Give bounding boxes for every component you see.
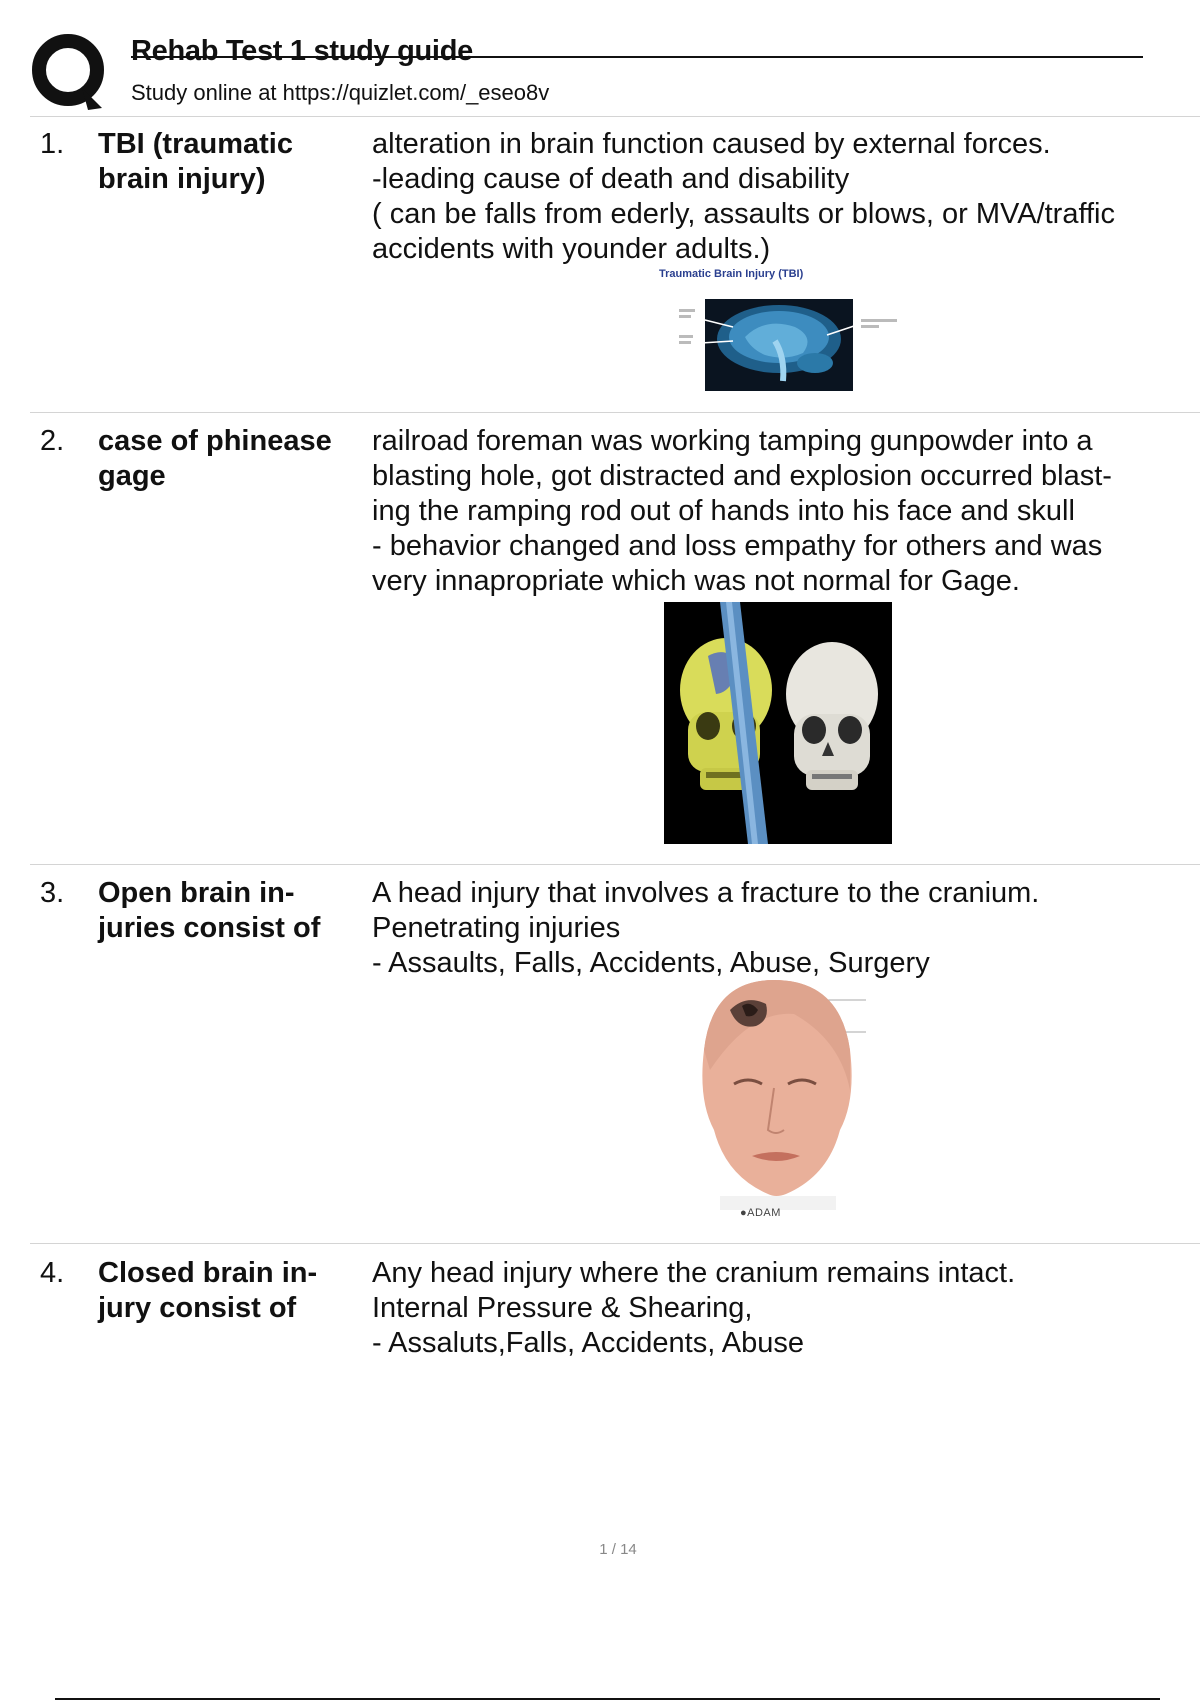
card-number: 2. <box>40 425 65 457</box>
figure-credit: ●ADAM <box>740 1207 781 1219</box>
card-definition: alteration in brain function caused by external forces. -leading cause of death and disability ( can be falls from ederly, assaults or blows, or MVA/traffic accidents with younder adults.) <box>372 128 1115 265</box>
flashcard-3 <box>0 876 1200 1243</box>
open-head-injury-figure <box>690 980 866 1210</box>
card-definition: A head injury that involves a fracture to the cranium. Penetrating injuries - Assaults, Falls, Accidents, Abuse, Surgery <box>372 877 1040 979</box>
card-term: Closed brain in- jury consist of <box>98 1257 318 1324</box>
flashcard-2 <box>0 424 1200 864</box>
card-term: Open brain in- juries consist of <box>98 877 321 944</box>
page-number: 1 / 14 <box>599 1541 637 1558</box>
card-term: TBI (traumatic brain injury) <box>98 128 293 195</box>
card-definition: Any head injury where the cranium remains intact. Internal Pressure & Shearing, - Assaluts,Falls, Accidents, Abuse <box>372 1257 1016 1359</box>
quizlet-logo-icon <box>30 32 110 112</box>
flashcard-1 <box>0 127 1200 412</box>
card-divider <box>30 864 1200 865</box>
phineas-gage-skull-figure <box>664 602 892 844</box>
card-definition: railroad foreman was working tamping gunpowder into a blasting hole, got distracted and explosion occurred blast- ing the ramping rod out of hands into his face and skull - behavior changed and loss empathy for others and was very innapropriate which was not normal for Gage. <box>372 425 1112 597</box>
study-online-link[interactable]: Study online at https://quizlet.com/_eseo8v <box>131 80 550 105</box>
header-divider <box>30 116 1200 117</box>
figure-caption: Traumatic Brain Injury (TBI) <box>659 268 804 280</box>
card-divider <box>30 412 1200 413</box>
tbi-brain-figure <box>675 297 910 393</box>
document-title: Rehab Test 1 study guide <box>131 35 473 67</box>
card-number: 3. <box>40 877 65 909</box>
card-number: 1. <box>40 128 65 160</box>
flashcard-4 <box>0 1256 1200 1386</box>
card-number: 4. <box>40 1257 65 1289</box>
title-rule <box>131 56 1143 58</box>
card-divider <box>30 1243 1200 1244</box>
card-term: case of phinease gage <box>98 425 332 492</box>
